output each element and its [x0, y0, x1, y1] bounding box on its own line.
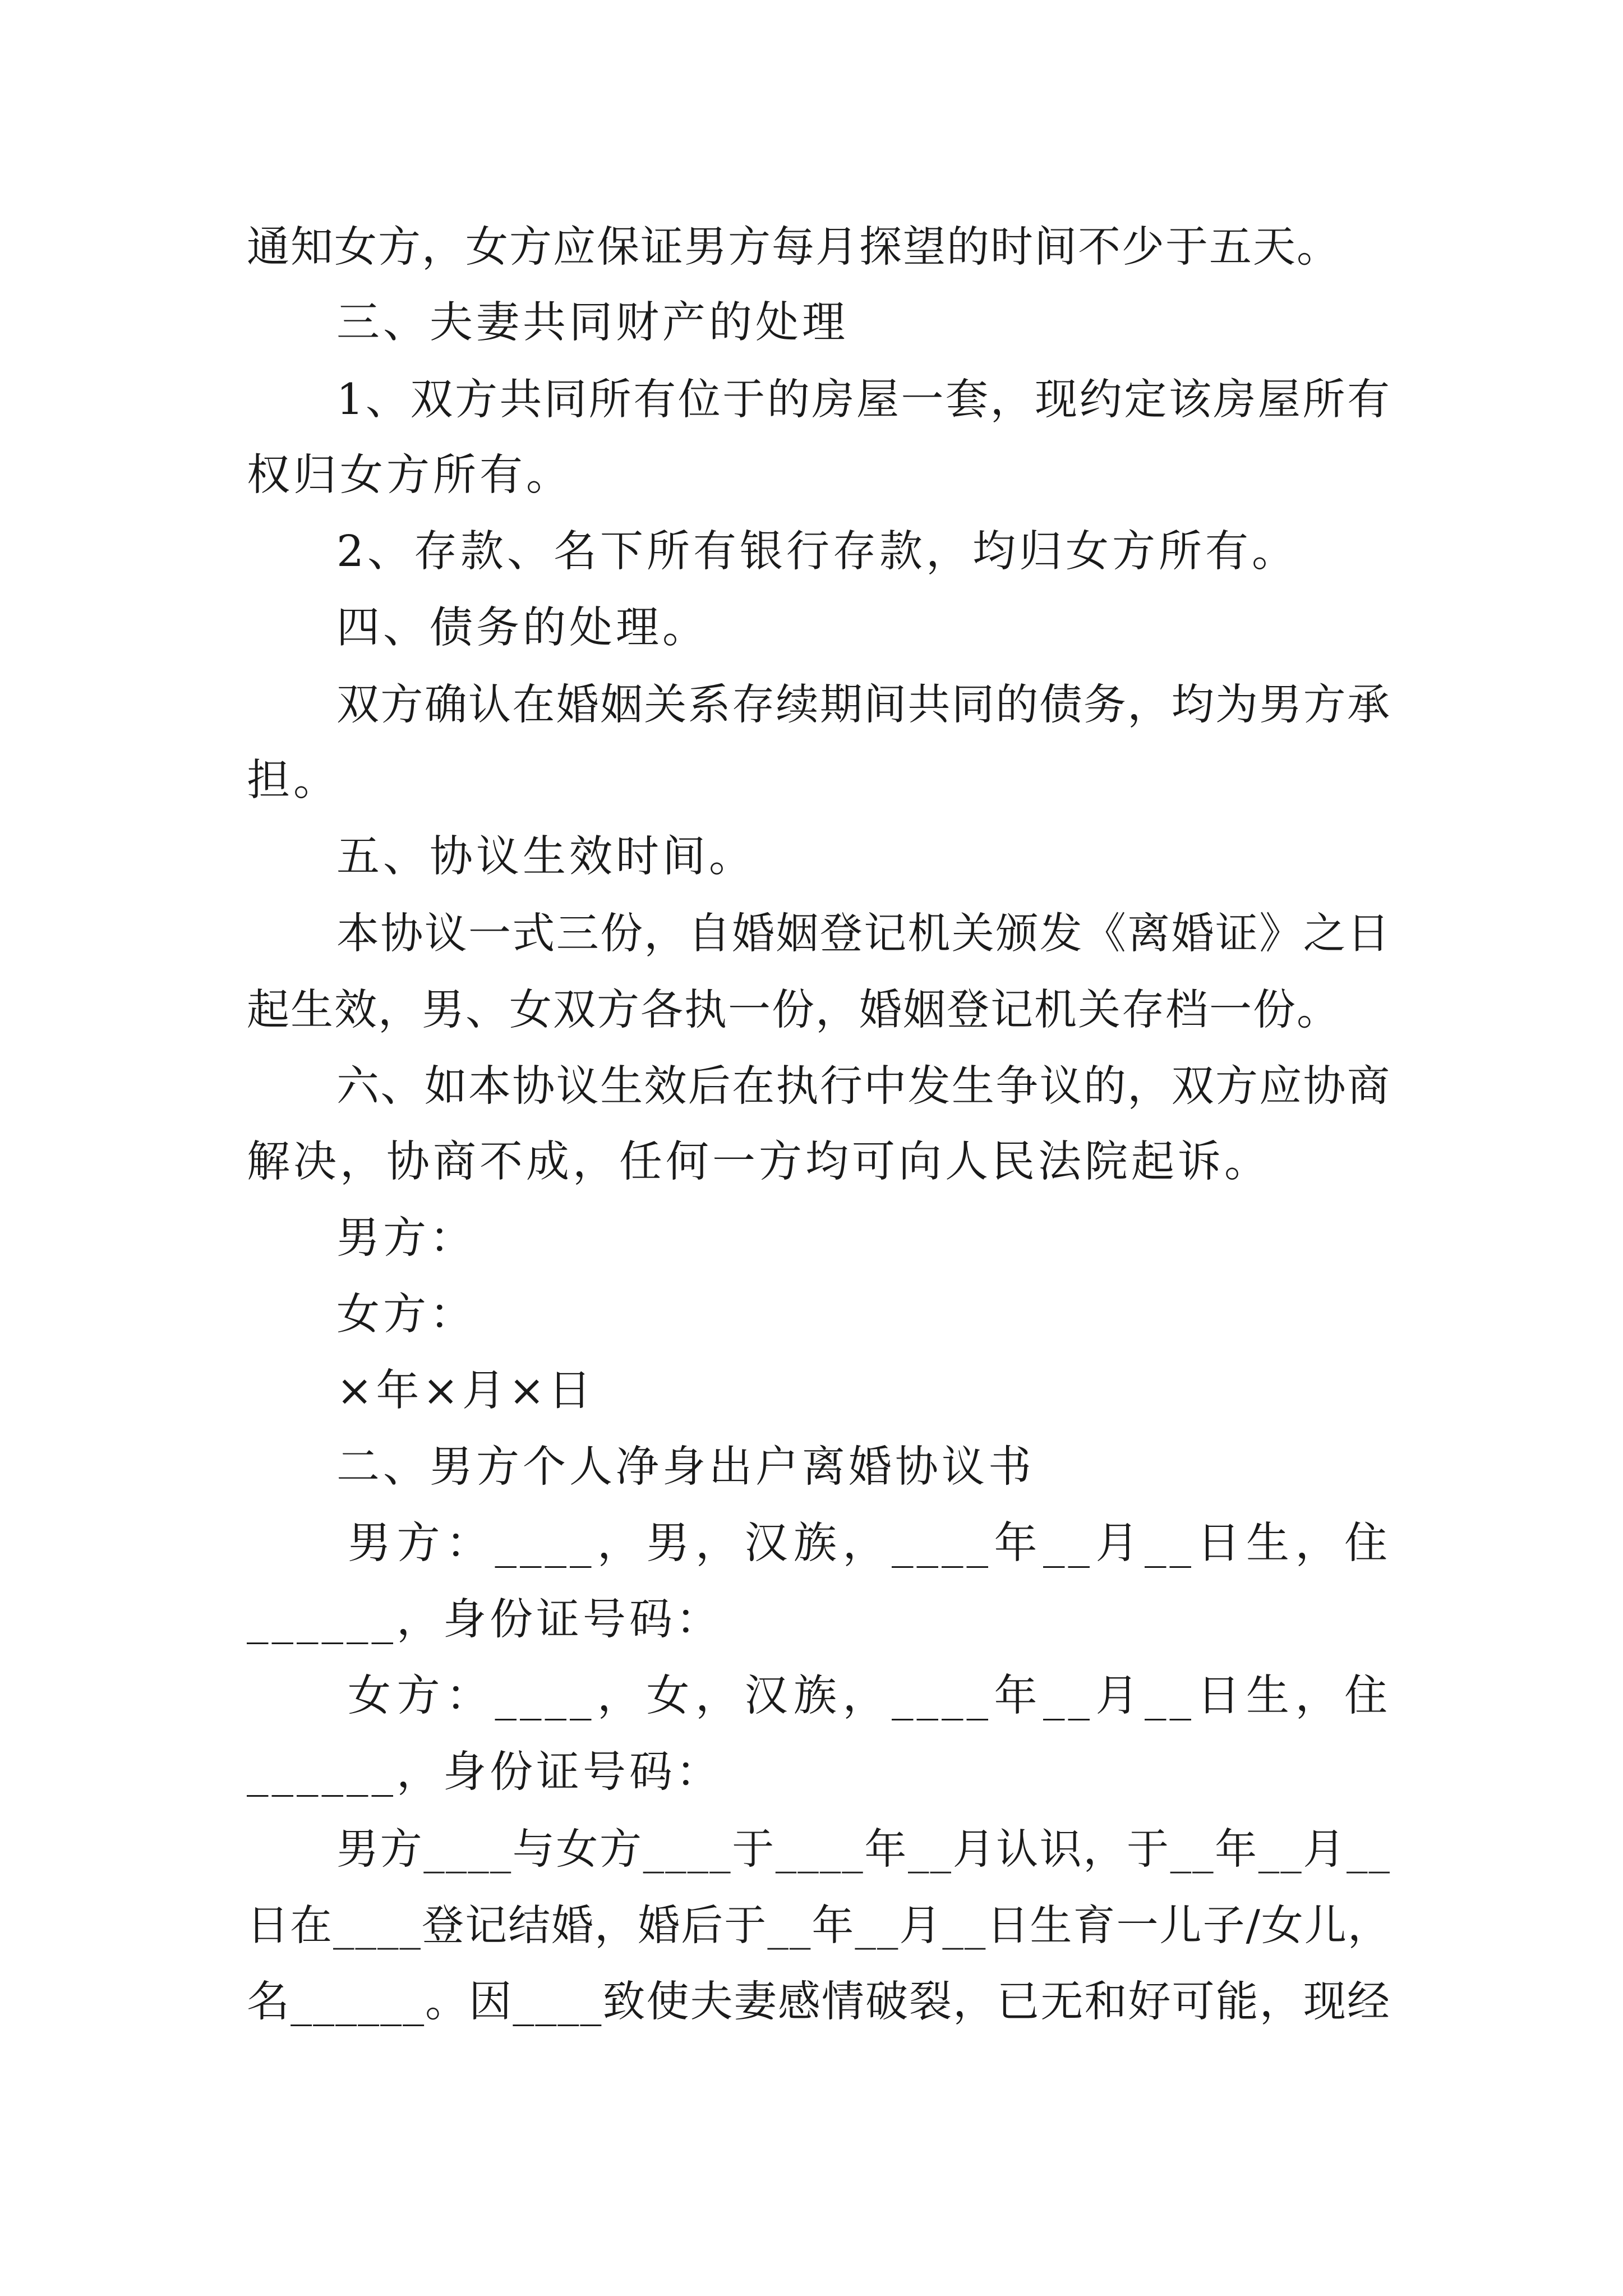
- text-line: ______，身份证号码：: [247, 1595, 722, 1645]
- text-line: 担。: [247, 756, 340, 806]
- text-line: 日在____登记结婚，婚后于__年__月__日生育一儿子/女儿，: [247, 1901, 1391, 1950]
- text-line: 男方：____，男，汉族，____年__月__日生，住: [348, 1519, 1391, 1568]
- text-line: 起生效，男、女双方各执一份，婚姻登记机关存档一份。: [247, 984, 1340, 1034]
- section-heading-debt: 四、债务的处理。: [336, 603, 709, 653]
- text-line: 通知女方，女方应保证男方每月探望的时间不少于五天。: [247, 222, 1340, 272]
- text-line: 双方确认在婚姻关系存续期间共同的债务，均为男方承: [336, 679, 1391, 729]
- signature-female: 女方：: [336, 1290, 476, 1340]
- date-line: ×年×月×日: [336, 1366, 595, 1416]
- text-line: 解决，协商不成，任何一方均可向人民法院起诉。: [247, 1137, 1271, 1187]
- text-line: 2、存款、名下所有银行存款，均归女方所有。: [336, 527, 1298, 577]
- text-line: 名______。因____致使夫妻感情破裂，已无和好可能，现经: [247, 1976, 1391, 2026]
- section-heading-agreement-two: 二、男方个人净身出户离婚协议书: [336, 1442, 1035, 1492]
- text-line: ______，身份证号码：: [247, 1747, 722, 1797]
- text-line: 女方：____，女，汉族，____年__月__日生，住: [348, 1671, 1391, 1721]
- signature-male: 男方：: [336, 1213, 476, 1263]
- section-heading-effective: 五、协议生效时间。: [336, 832, 755, 882]
- text-line: 本协议一式三份，自婚姻登记机关颁发《离婚证》之日: [336, 908, 1391, 958]
- text-line: 男方____与女方____于____年__月认识，于__年__月__: [336, 1824, 1391, 1874]
- text-line: 六、如本协议生效后在执行中发生争议的，双方应协商: [336, 1061, 1391, 1111]
- text-line: 权归女方所有。: [247, 450, 573, 500]
- text-line: 1、双方共同所有位于的房屋一套，现约定该房屋所有: [336, 374, 1391, 424]
- section-heading-property: 三、夫妻共同财产的处理: [336, 298, 849, 348]
